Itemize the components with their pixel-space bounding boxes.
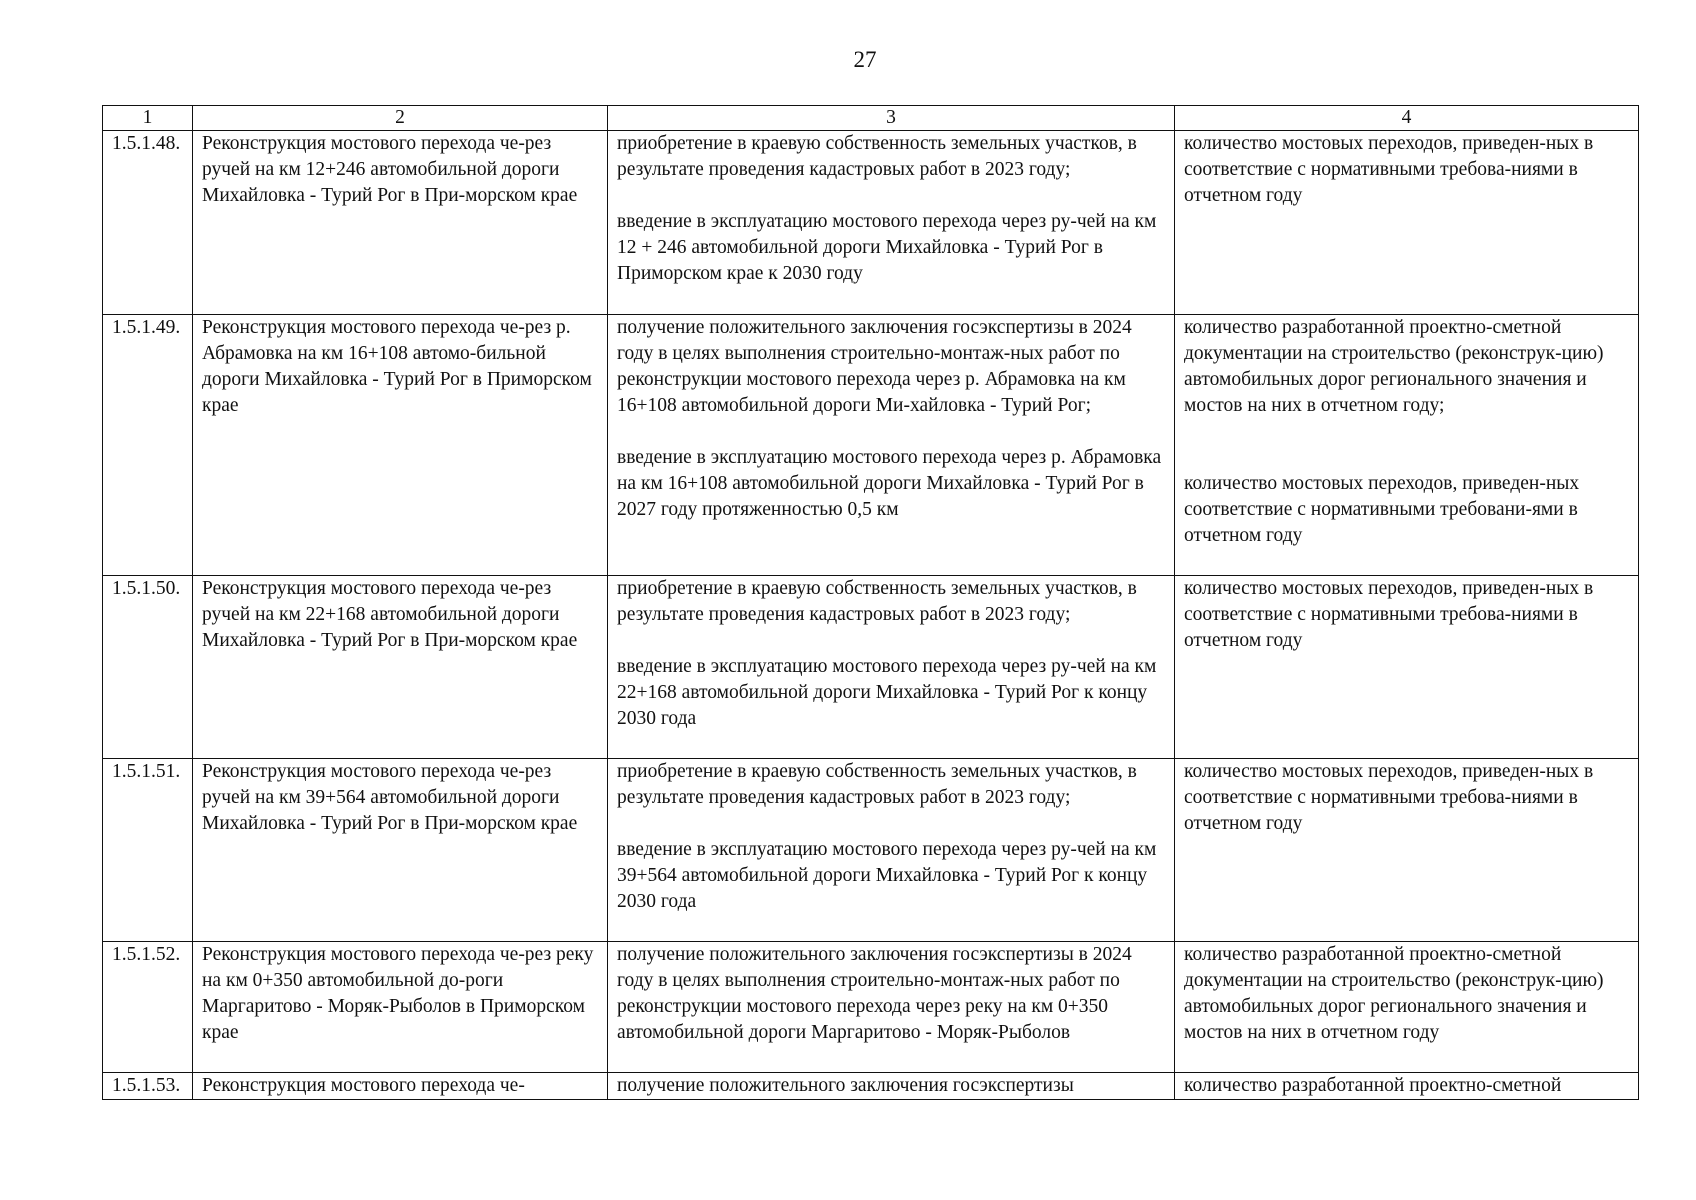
expected-results xyxy=(608,131,1175,315)
table-row xyxy=(103,131,1639,315)
result-text: введение в эксплуатацию мостового перехода через ру-чей на км 12 + 246 автомобильной дороги Михайловка - Турий Рог в Приморском крае к 2030 году xyxy=(617,211,1157,284)
expected-results xyxy=(608,576,1175,759)
result-text: приобретение в краевую собственность земельных участков, в результате проведения кадастровых работ в 2023 году; xyxy=(617,133,1137,180)
result-text: получение положительного заключения госэкспертизы в 2024 году в целях выполнения строительно-монтаж-ных работ по реконструкции мостового перехода через р. Абрамовка на км 16+108 автомобильной дороги Ми-хайловка - Турий Рог; xyxy=(617,317,1132,416)
table-row xyxy=(103,759,1639,942)
indicator-text: количество мостовых переходов, приведен-ных соответствие с нормативными требовани-ями в отчетном году xyxy=(1184,473,1580,546)
indicator-text: количество мостовых переходов, приведен-ных в соответствие с нормативными требова-ниями в отчетном году xyxy=(1184,133,1594,206)
expected-results xyxy=(608,315,1175,576)
table-row xyxy=(103,315,1639,576)
table-row xyxy=(103,942,1639,1073)
indicators xyxy=(1175,576,1639,759)
indicator-text: количество мостовых переходов, приведен-ных в соответствие с нормативными требова-ниями в отчетном году xyxy=(1184,761,1594,834)
indicator-text: количество разработанной проектно-сметной документации на строительство (реконструк-цию) автомобильных дорог регионального значения и мостов на них в отчетном году xyxy=(1184,944,1604,1043)
result-text: введение в эксплуатацию мостового перехода через ру-чей на км 39+564 автомобильной дороги Михайловка - Турий Рог к концу 2030 года xyxy=(617,839,1157,912)
column-header-1: 1 xyxy=(103,106,193,131)
expected-results xyxy=(608,942,1175,1073)
result-text: введение в эксплуатацию мостового перехода через ру-чей на км 22+168 автомобильной дороги Михайловка - Турий Рог к концу 2030 года xyxy=(617,656,1157,729)
row-number: 1.5.1.53. xyxy=(103,1073,193,1100)
indicator-text: количество разработанной проектно-сметной xyxy=(1184,1075,1562,1096)
expected-results xyxy=(608,1073,1175,1100)
measure-name: Реконструкция мостового перехода че-рез р. Абрамовка на км 16+108 автомо-бильной дороги Михайловка - Турий Рог в Приморском крае xyxy=(193,315,608,576)
indicators xyxy=(1175,1073,1639,1100)
measure-name: Реконструкция мостового перехода че-рез ручей на км 12+246 автомобильной дороги Михайловка - Турий Рог в При-морском крае xyxy=(193,131,608,315)
result-text: приобретение в краевую собственность земельных участков, в результате проведения кадастровых работ в 2023 году; xyxy=(617,578,1137,625)
table-row xyxy=(103,576,1639,759)
measure-name: Реконструкция мостового перехода че-рез реку на км 0+350 автомобильной до-роги Маргаритово - Моряк-Рыболов в Приморском крае xyxy=(193,942,608,1073)
row-number: 1.5.1.49. xyxy=(103,315,193,576)
row-number: 1.5.1.51. xyxy=(103,759,193,942)
result-text: приобретение в краевую собственность земельных участков, в результате проведения кадастровых работ в 2023 году; xyxy=(617,761,1137,808)
indicators xyxy=(1175,759,1639,942)
column-header-2: 2 xyxy=(193,106,608,131)
table-row xyxy=(103,1073,1639,1100)
indicator-text: количество мостовых переходов, приведен-ных в соответствие с нормативными требова-ниями в отчетном году xyxy=(1184,578,1594,651)
column-header-3: 3 xyxy=(608,106,1175,131)
indicators xyxy=(1175,131,1639,315)
result-text: получение положительного заключения госэкспертизы xyxy=(617,1075,1074,1096)
indicators xyxy=(1175,315,1639,576)
column-header-4: 4 xyxy=(1175,106,1639,131)
measure-name: Реконструкция мостового перехода че-рез ручей на км 22+168 автомобильной дороги Михайловка - Турий Рог в При-морском крае xyxy=(193,576,608,759)
indicators xyxy=(1175,942,1639,1073)
expected-results xyxy=(608,759,1175,942)
header-row xyxy=(103,106,1639,131)
row-number: 1.5.1.52. xyxy=(103,942,193,1073)
document-table xyxy=(102,105,1639,1100)
page-number: 27 xyxy=(853,47,877,72)
measure-name: Реконструкция мостового перехода че-рез ручей на км 39+564 автомобильной дороги Михайловка - Турий Рог в При-морском крае xyxy=(193,759,608,942)
measure-name: Реконструкция мостового перехода че- xyxy=(193,1073,608,1100)
indicator-text: количество разработанной проектно-сметной документации на строительство (реконструк-цию) автомобильных дорог регионального значения и мостов на них в отчетном году; xyxy=(1184,317,1604,416)
result-text: введение в эксплуатацию мостового перехода через р. Абрамовка на км 16+108 автомобильной дороги Михайловка - Турий Рог в 2027 году протяженностью 0,5 км xyxy=(617,447,1162,520)
result-text: получение положительного заключения госэкспертизы в 2024 году в целях выполнения строительно-монтаж-ных работ по реконструкции мостового перехода через реку на км 0+350 автомобильной дороги Маргаритово - Моряк-Рыболов xyxy=(617,944,1132,1043)
row-number: 1.5.1.48. xyxy=(103,131,193,315)
row-number: 1.5.1.50. xyxy=(103,576,193,759)
